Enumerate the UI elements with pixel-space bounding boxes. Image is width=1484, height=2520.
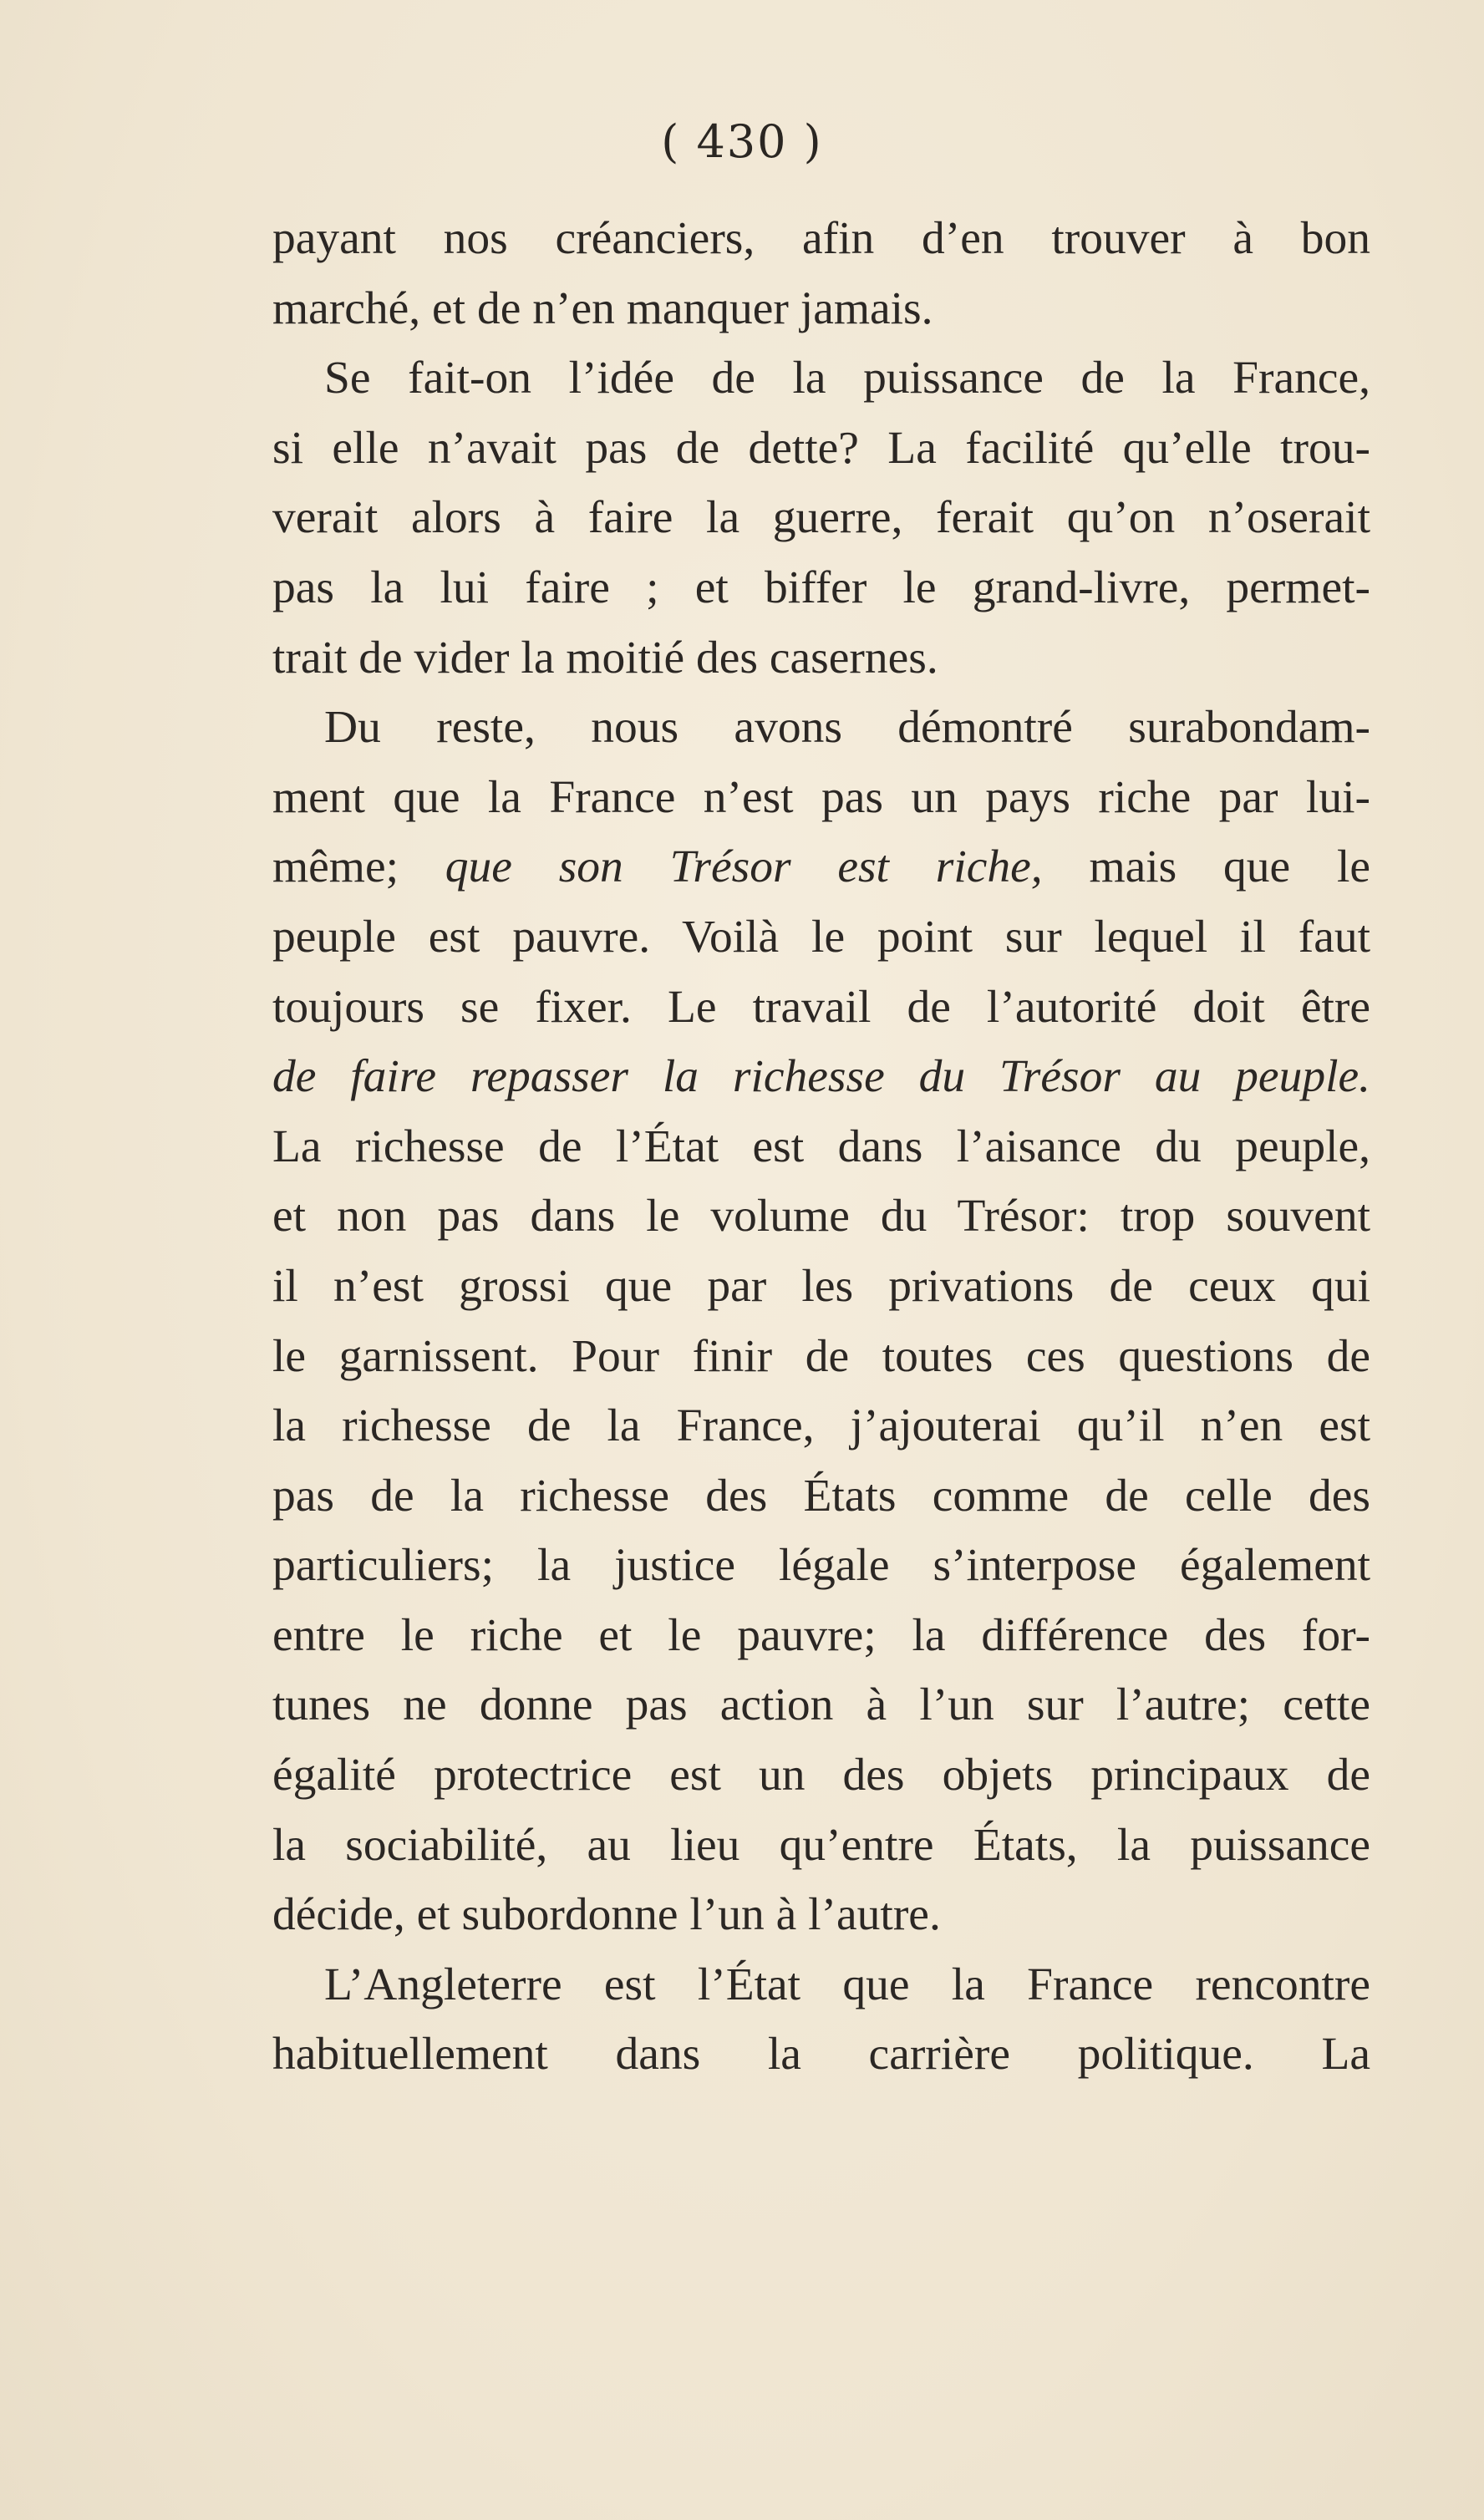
text-segment: payant nos créanciers, afin d’en trouver à bon [272,213,1370,264]
text-line [272,1880,1370,1950]
text-line [272,693,1370,763]
text-segment: Se fait-on l’idée de la puissance de la France, [324,353,1370,404]
text-segment: marché, et de n’en manquer jamais. [272,282,933,334]
text-line [272,1322,1370,1392]
text-segment: égalité protectrice est un des objets principaux de [272,1750,1370,1801]
text-segment: la sociabilité, au lieu qu’entre États, la puissance [272,1819,1370,1871]
text-segment: il n’est grossi que par les privations de ceux qui [272,1260,1370,1312]
text-line [272,902,1370,973]
text-segment: tunes ne donne pas action à l’un sur l’autre; cette [272,1679,1370,1731]
text-line [272,623,1370,694]
text-segment: entre le riche et le pauvre; la différence des for- [272,1609,1370,1661]
text-segment: même; [272,841,445,893]
text-segment: L’Angleterre est l’État que la France rencontre [324,1959,1370,2010]
text-segment: mais que le [1042,841,1371,893]
text-line [272,1391,1370,1461]
text-segment: trait de vider la moitié des casernes. [272,632,938,683]
text-segment: particuliers; la justice légale s’interpose également [272,1540,1370,1592]
italic-text: de faire repasser la richesse du Trésor au peuple. [272,1051,1370,1103]
text-segment: décide, et subordonne l’un à l’autre. [272,1889,941,1941]
text-line [272,763,1370,833]
text-line [272,1252,1370,1322]
text-line [272,1670,1370,1740]
text-segment: peuple est pauvre. Voilà le point sur lequel il faut [272,911,1370,963]
text-line [272,973,1370,1043]
text-segment: habituellement dans la carrière politique. La [272,2029,1370,2081]
text-line [272,414,1370,484]
text-segment: pas la lui faire ; et biffer le grand-livre, permet- [272,561,1370,613]
text-segment: toujours se fixer. Le travail de l’autorité doit être [272,981,1370,1033]
text-line [272,1042,1370,1112]
italic-text: que son Trésor est riche, [445,841,1043,893]
text-line [272,553,1370,623]
text-segment: si elle n’avait pas de dette? La facilité qu’elle trou- [272,422,1370,474]
text-segment: La richesse de l’État est dans l’aisance du peuple, [272,1120,1370,1172]
page-number: ( 430 ) [661,115,823,168]
text-line [272,1950,1370,2020]
text-line [272,1601,1370,1671]
text-segment: le garnissent. Pour finir de toutes ces questions de [272,1330,1370,1382]
text-line [272,1112,1370,1182]
text-line [272,1181,1370,1252]
text-segment: ment que la France n’est pas un pays riche par lui- [272,771,1370,823]
text-line [272,204,1370,274]
text-line [272,483,1370,553]
text-line [272,1740,1370,1811]
text-segment: verait alors à faire la guerre, ferait qu’on n’oserait [272,492,1370,544]
text-segment: Du reste, nous avons démontré surabondam- [324,702,1370,754]
text-segment: et non pas dans le volume du Trésor: trop souvent [272,1191,1370,1242]
text-segment: pas de la richesse des États comme de celle des [272,1470,1370,1522]
text-line [272,343,1370,414]
text-line [272,2020,1370,2090]
text-line [272,1531,1370,1601]
text-line [272,832,1370,902]
text-line [272,1811,1370,1881]
text-line [272,274,1370,344]
text-line [272,1461,1370,1532]
text-segment: la richesse de la France, j’ajouterai qu’il n’en est [272,1400,1370,1452]
body-text [272,204,1370,2090]
